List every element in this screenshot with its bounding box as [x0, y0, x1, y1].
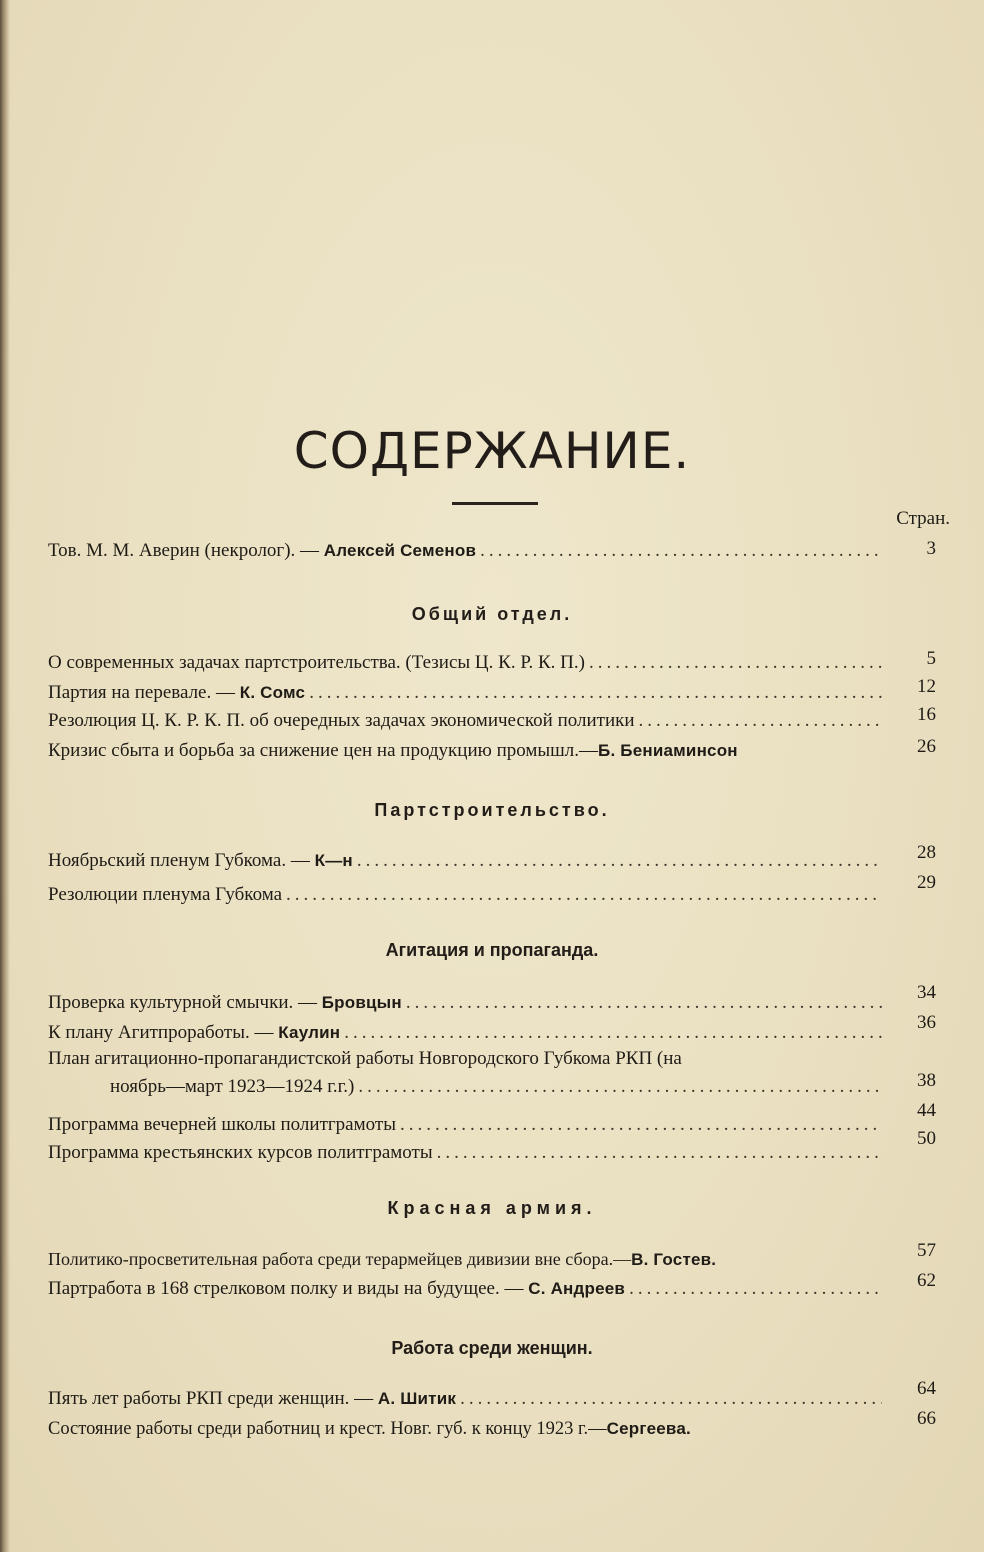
toc-page-number: 12 — [917, 676, 936, 697]
toc-entry-text: Пять лет работы РКП среди женщин. — А. Шитик — [48, 1388, 457, 1409]
toc-entry-text: План агитационно-пропагандистской работы Новгородского Губкома РКП (на — [48, 1048, 682, 1069]
toc-page-number: 62 — [917, 1270, 936, 1291]
toc-entry-author: К—н — [314, 851, 353, 870]
toc-entry-author: Алексей Семенов — [323, 541, 477, 560]
toc-entry-author: В. Гостев. — [631, 1250, 717, 1269]
leader-dots — [357, 848, 882, 874]
leader-dots — [309, 680, 882, 706]
toc-entry — [48, 538, 886, 564]
section-heading: Партстроительство. — [374, 800, 610, 820]
leader-dots — [589, 650, 882, 676]
section-heading: Работа среди женщин. — [391, 1338, 593, 1358]
leader-dots — [344, 1020, 882, 1046]
toc-entry-text: ноябрь—март 1923—1924 г.г.) — [110, 1076, 355, 1097]
toc-entry-text: Ноябрьский пленум Губкома. — К—н — [48, 850, 353, 871]
toc-page-number: 26 — [917, 736, 936, 757]
toc-entry — [48, 1416, 908, 1442]
toc-entry-text: Политико-просветительная работа среди терармейцев дивизии вне сбора.—В. Гостев. — [48, 1249, 717, 1269]
toc-entry-text: Партия на перевале. — К. Сомс — [48, 682, 306, 703]
toc-entry — [48, 1386, 886, 1412]
toc-page-number: 3 — [926, 538, 936, 559]
leader-dots — [400, 1112, 882, 1138]
toc-entry-author: Б. Бениаминсон — [598, 741, 738, 760]
toc-entry — [48, 680, 886, 706]
leader-dots — [358, 1074, 882, 1100]
toc-entry-author: Бровцын — [321, 993, 402, 1012]
toc-entry-text: Программа вечерней школы политграмоты — [48, 1114, 396, 1135]
toc-entry — [48, 1112, 886, 1138]
toc-page-number: 34 — [917, 982, 936, 1003]
leader-dots — [406, 990, 882, 1016]
toc-entry-continuation — [110, 1074, 886, 1100]
toc-entry-text: Тов. М. М. Аверин (некролог). — Алексей Семенов — [48, 540, 477, 561]
toc-page-number: 64 — [917, 1378, 936, 1399]
toc-entry-author: А. Шитик — [377, 1389, 457, 1408]
toc-entry-text: Состояние работы среди работниц и крест. Новг. губ. к концу 1923 г.—Сергеева. — [48, 1419, 691, 1439]
toc-page-number: 50 — [917, 1128, 936, 1149]
toc-entry — [48, 1276, 886, 1302]
toc-page-number: 29 — [917, 872, 936, 893]
toc-page-number: 57 — [917, 1240, 936, 1261]
toc-entry — [48, 990, 886, 1016]
toc-entry-text: Кризис сбыта и борьба за снижение цен на продукцию промышл.—Б. Бениаминсон — [48, 740, 738, 761]
toc-entry — [48, 1020, 886, 1046]
toc-page-number: 16 — [917, 704, 936, 725]
page-edge-shadow — [0, 0, 10, 1552]
section-heading: Агитация и пропаганда. — [385, 940, 599, 960]
title-rule — [452, 502, 538, 505]
toc-entry — [48, 1140, 886, 1166]
toc-entry — [48, 708, 886, 734]
toc-entry-text: Партработа в 168 стрелковом полку и виды на будущее. — С. Андреев — [48, 1278, 626, 1299]
toc-page-number: 38 — [917, 1070, 936, 1091]
section-heading: Красная армия. — [387, 1198, 597, 1218]
leader-dots — [639, 708, 882, 734]
toc-entry-author: К. Сомс — [239, 683, 306, 702]
toc-entry — [48, 1246, 908, 1273]
leader-dots — [460, 1386, 882, 1412]
toc-entry — [48, 1046, 886, 1072]
toc-entry-author: Каулин — [278, 1023, 341, 1042]
toc-page-number: 44 — [917, 1100, 936, 1121]
toc-entry — [48, 848, 886, 874]
toc-page-number: 28 — [917, 842, 936, 863]
leader-dots — [286, 882, 882, 908]
toc-entry — [48, 650, 886, 676]
toc-entry-author: Сергеева. — [606, 1419, 691, 1438]
toc-page-number: 36 — [917, 1012, 936, 1033]
toc-entry-text: Резолюция Ц. К. Р. К. П. об очередных задачах экономической политики — [48, 710, 635, 731]
toc-entry-text: Резолюции пленума Губкома — [48, 884, 283, 905]
page-column-header: Стран. — [896, 508, 950, 529]
toc-entry — [48, 738, 928, 764]
toc-entry-author: С. Андреев — [528, 1279, 626, 1298]
toc-entry — [48, 882, 886, 908]
toc-entry-text: О современных задачах партстроительства. (Тезисы Ц. К. Р. К. П.) — [48, 652, 585, 673]
page-title: СОДЕРЖАНИЕ. — [293, 422, 691, 480]
toc-page-number: 66 — [917, 1408, 936, 1429]
toc-entry-text: К плану Агитпроработы. — Каулин — [48, 1022, 341, 1043]
toc-page-number: 5 — [926, 648, 936, 669]
leader-dots — [480, 538, 882, 564]
section-heading: Общий отдел. — [411, 604, 573, 624]
leader-dots — [437, 1140, 882, 1166]
toc-entry-text: Программа крестьянских курсов политграмоты — [48, 1142, 433, 1163]
leader-dots — [629, 1276, 882, 1302]
toc-entry-text: Проверка культурной смычки. — Бровцын — [48, 992, 402, 1013]
